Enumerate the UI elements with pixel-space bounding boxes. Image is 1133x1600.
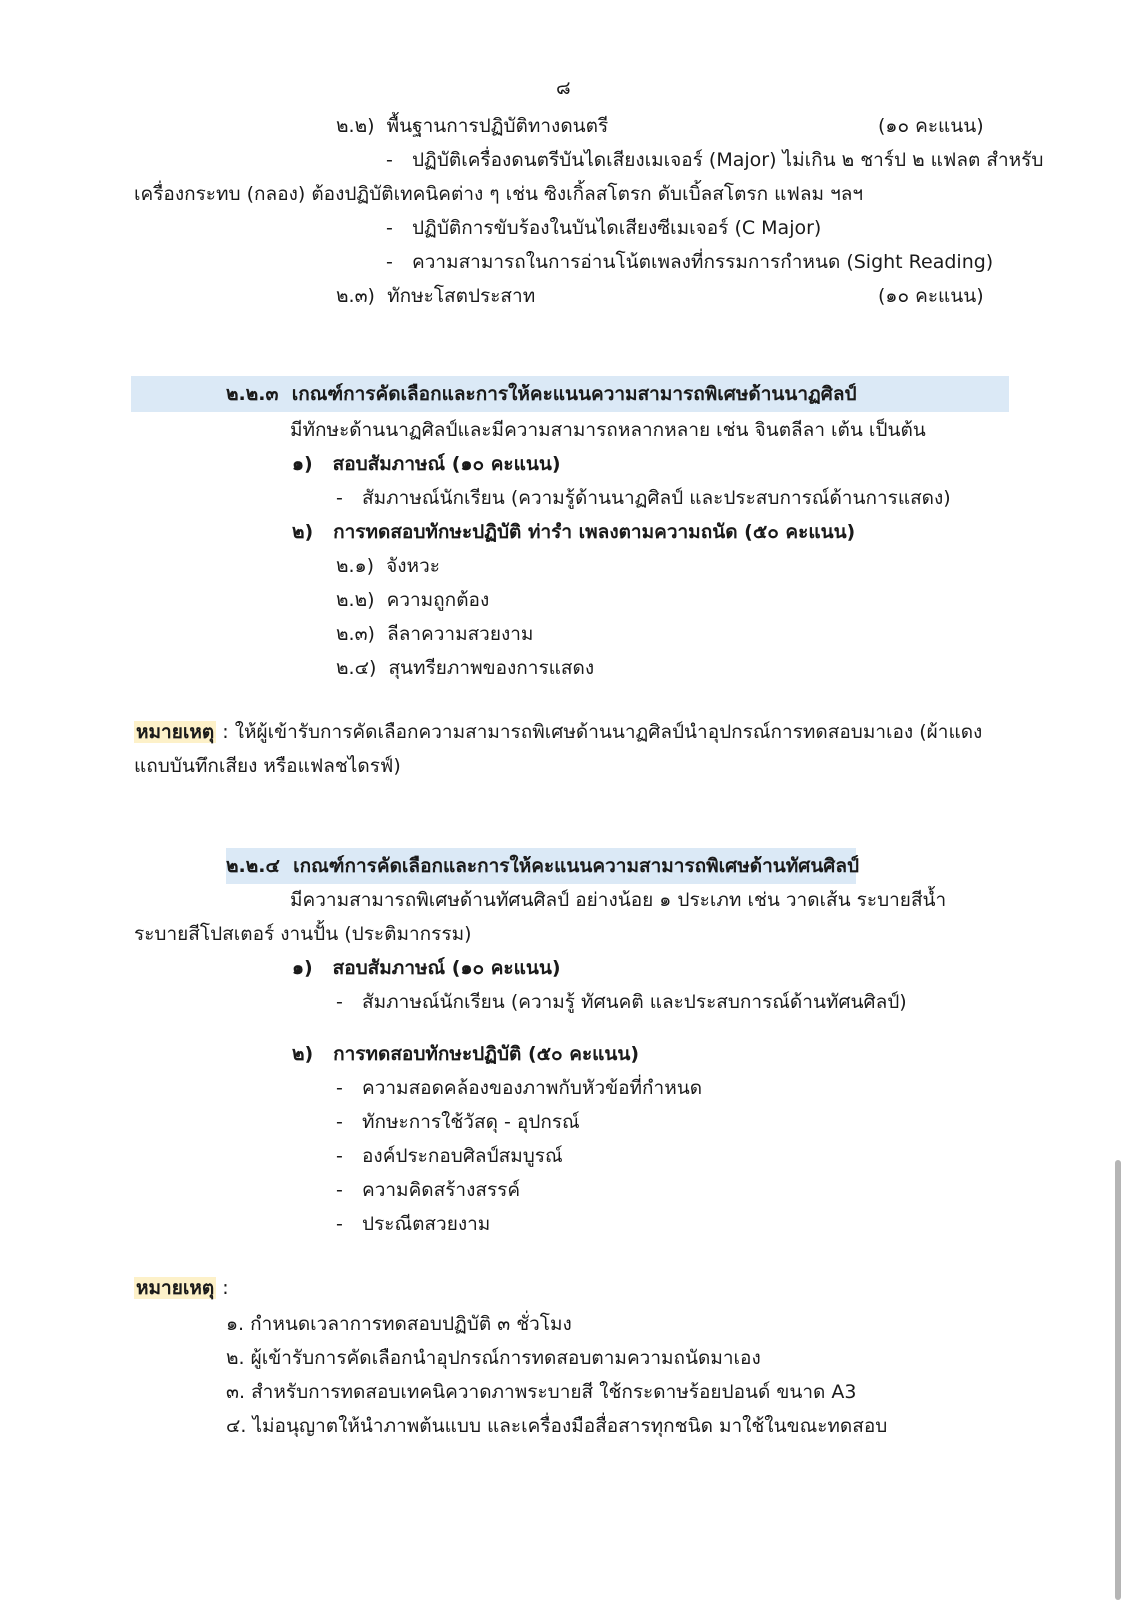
subitem-text: ความถูกต้อง (386, 589, 490, 611)
bullet-dash: - (336, 991, 343, 1013)
music-bullet-1-cont: เครื่องกระทบ (กลอง) ต้องปฏิบัติเทคนิคต่าง ๆ เช่น ซิงเกิ้ลสโตรก ดับเบิ้ลสโตรก แฟลม ฯลฯ (134, 183, 864, 205)
bullet-dash: - (386, 149, 393, 171)
dance-subitem (336, 586, 489, 614)
item-label: ๒) (292, 521, 314, 543)
page-number: ๘ (556, 77, 571, 99)
note-colon: : (216, 1277, 229, 1299)
dance-item-2 (292, 518, 855, 546)
bullet-dash: - (386, 217, 393, 239)
note-label: หมายเหตุ (136, 721, 215, 743)
art-bullet (336, 1074, 702, 1102)
scrollbar[interactable] (1115, 1160, 1121, 1600)
bullet-text: ประณีตสวยงาม (362, 1213, 491, 1235)
dance-subitem (336, 552, 440, 580)
bullet-dash: - (336, 1179, 343, 1201)
item-title: สอบสัมภาษณ์ (๑๐ คะแนน) (332, 957, 561, 979)
dance-subitem (336, 620, 533, 648)
section-number: ๒.๒.๓ (226, 383, 279, 405)
music-item-2-3-score: (๑๐ คะแนน) (878, 285, 984, 307)
bullet-dash: - (336, 1213, 343, 1235)
bullet-text: สัมภาษณ์นักเรียน (ความรู้ ทัศนคติ และประสบการณ์ด้านทัศนศิลป์) (362, 991, 907, 1013)
music-item-2-2-score: (๑๐ คะแนน) (878, 115, 984, 137)
bullet-dash: - (336, 1145, 343, 1167)
music-item-2-3 (336, 282, 535, 310)
item-label: ๒) (292, 1043, 314, 1065)
music-item-2-2 (336, 112, 608, 140)
section-title: เกณฑ์การคัดเลือกและการให้คะแนนความสามารถพิเศษด้านทัศนศิลป์ (293, 855, 860, 877)
art-section-heading (226, 852, 859, 880)
bullet-text: องค์ประกอบศิลป์สมบูรณ์ (362, 1145, 563, 1167)
item-title: ทักษะโสตประสาท (387, 285, 536, 307)
bullet-dash: - (386, 251, 393, 273)
art-note-item: ๑. กำหนดเวลาการทดสอบปฏิบัติ ๓ ชั่วโมง (226, 1313, 572, 1335)
art-intro: มีความสามารถพิเศษด้านทัศนศิลป์ อย่างน้อย ๑ ประเภท เช่น วาดเส้น ระบายสีน้ำ (290, 889, 947, 911)
subitem-text: สุนทรียภาพของการแสดง (388, 657, 595, 679)
item-title: พื้นฐานการปฏิบัติทางดนตรี (386, 115, 609, 137)
art-bullet (336, 1176, 520, 1204)
art-note-item: ๒. ผู้เข้ารับการคัดเลือกนำอุปกรณ์การทดสอบตามความถนัดมาเอง (226, 1347, 761, 1369)
subitem-label: ๒.๒) (336, 589, 375, 611)
section-title: เกณฑ์การคัดเลือกและการให้คะแนนความสามารถพิเศษด้านนาฏศิลป์ (291, 383, 857, 405)
art-bullet (336, 1210, 490, 1238)
bullet-dash: - (336, 487, 343, 509)
dance-subitem (336, 654, 594, 682)
art-note-item: ๔. ไม่อนุญาตให้นำภาพต้นแบบ และเครื่องมือสื่อสารทุกชนิด มาใช้ในขณะทดสอบ (226, 1415, 888, 1437)
art-note-item: ๓. สำหรับการทดสอบเทคนิควาดภาพระบายสี ใช้กระดาษร้อยปอนด์ ขนาด A3 (226, 1381, 857, 1403)
bullet-text: สัมภาษณ์นักเรียน (ความรู้ด้านนาฏศิลป์ และประสบการณ์ด้านการแสดง) (362, 487, 951, 509)
music-bullet-1 (386, 146, 1043, 174)
music-bullet-3 (386, 248, 993, 276)
bullet-text: ความคิดสร้างสรรค์ (362, 1179, 521, 1201)
subitem-text: จังหวะ (386, 555, 440, 577)
bullet-dash: - (336, 1111, 343, 1133)
art-bullet (336, 1142, 563, 1170)
note-text: : ให้ผู้เข้ารับการคัดเลือกความสามารถพิเศษด้านนาฏศิลป์นำอุปกรณ์การทดสอบมาเอง (ผ้าแดง (216, 721, 983, 743)
item-title: การทดสอบทักษะปฏิบัติ ท่ารำ เพลงตามความถนัด (๕๐ คะแนน) (333, 521, 856, 543)
dance-note-cont: แถบบันทึกเสียง หรือแฟลชไดรฟ์) (134, 755, 401, 777)
subitem-label: ๒.๔) (336, 657, 377, 679)
item-label: ๑) (292, 957, 313, 979)
bullet-dash: - (336, 1077, 343, 1099)
item-title: การทดสอบทักษะปฏิบัติ (๕๐ คะแนน) (333, 1043, 640, 1065)
dance-section-heading (226, 380, 857, 408)
item-title: สอบสัมภาษณ์ (๑๐ คะแนน) (332, 453, 561, 475)
dance-intro: มีทักษะด้านนาฏศิลป์และมีความสามารถหลากหลาย เช่น จินตลีลา เต้น เป็นต้น (290, 419, 926, 441)
bullet-text: ปฏิบัติเครื่องดนตรีบันไดเสียงเมเจอร์ (Major) ไม่เกิน ๒ ชาร์ป ๒ แฟลต สำหรับ (412, 149, 1044, 171)
subitem-label: ๒.๑) (336, 555, 375, 577)
item-label: ๒.๓) (336, 285, 375, 307)
subitem-label: ๒.๓) (336, 623, 375, 645)
art-bullet (336, 1108, 580, 1136)
bullet-text: ทักษะการใช้วัสดุ - อุปกรณ์ (362, 1111, 580, 1133)
art-item-1 (292, 954, 561, 982)
art-intro-cont: ระบายสีโปสเตอร์ งานปั้น (ประติมากรรม) (134, 923, 472, 945)
dance-item-1-bullet (336, 484, 951, 512)
subitem-text: ลีลาความสวยงาม (387, 623, 534, 645)
bullet-text: ปฏิบัติการขับร้องในบันไดเสียงซีเมเจอร์ (C Major) (412, 217, 822, 239)
section-number: ๒.๒.๔ (226, 855, 280, 877)
dance-note (134, 718, 982, 746)
art-item-2 (292, 1040, 639, 1068)
art-note (134, 1274, 229, 1302)
item-label: ๑) (292, 453, 313, 475)
item-label: ๒.๒) (336, 115, 375, 137)
note-label: หมายเหตุ (136, 1277, 215, 1299)
art-item-1-bullet (336, 988, 907, 1016)
bullet-text: ความสอดคล้องของภาพกับหัวข้อที่กำหนด (362, 1077, 703, 1099)
music-bullet-2 (386, 214, 821, 242)
bullet-text: ความสามารถในการอ่านโน้ตเพลงที่กรรมการกำหนด (Sight Reading) (412, 251, 994, 273)
dance-item-1 (292, 450, 561, 478)
